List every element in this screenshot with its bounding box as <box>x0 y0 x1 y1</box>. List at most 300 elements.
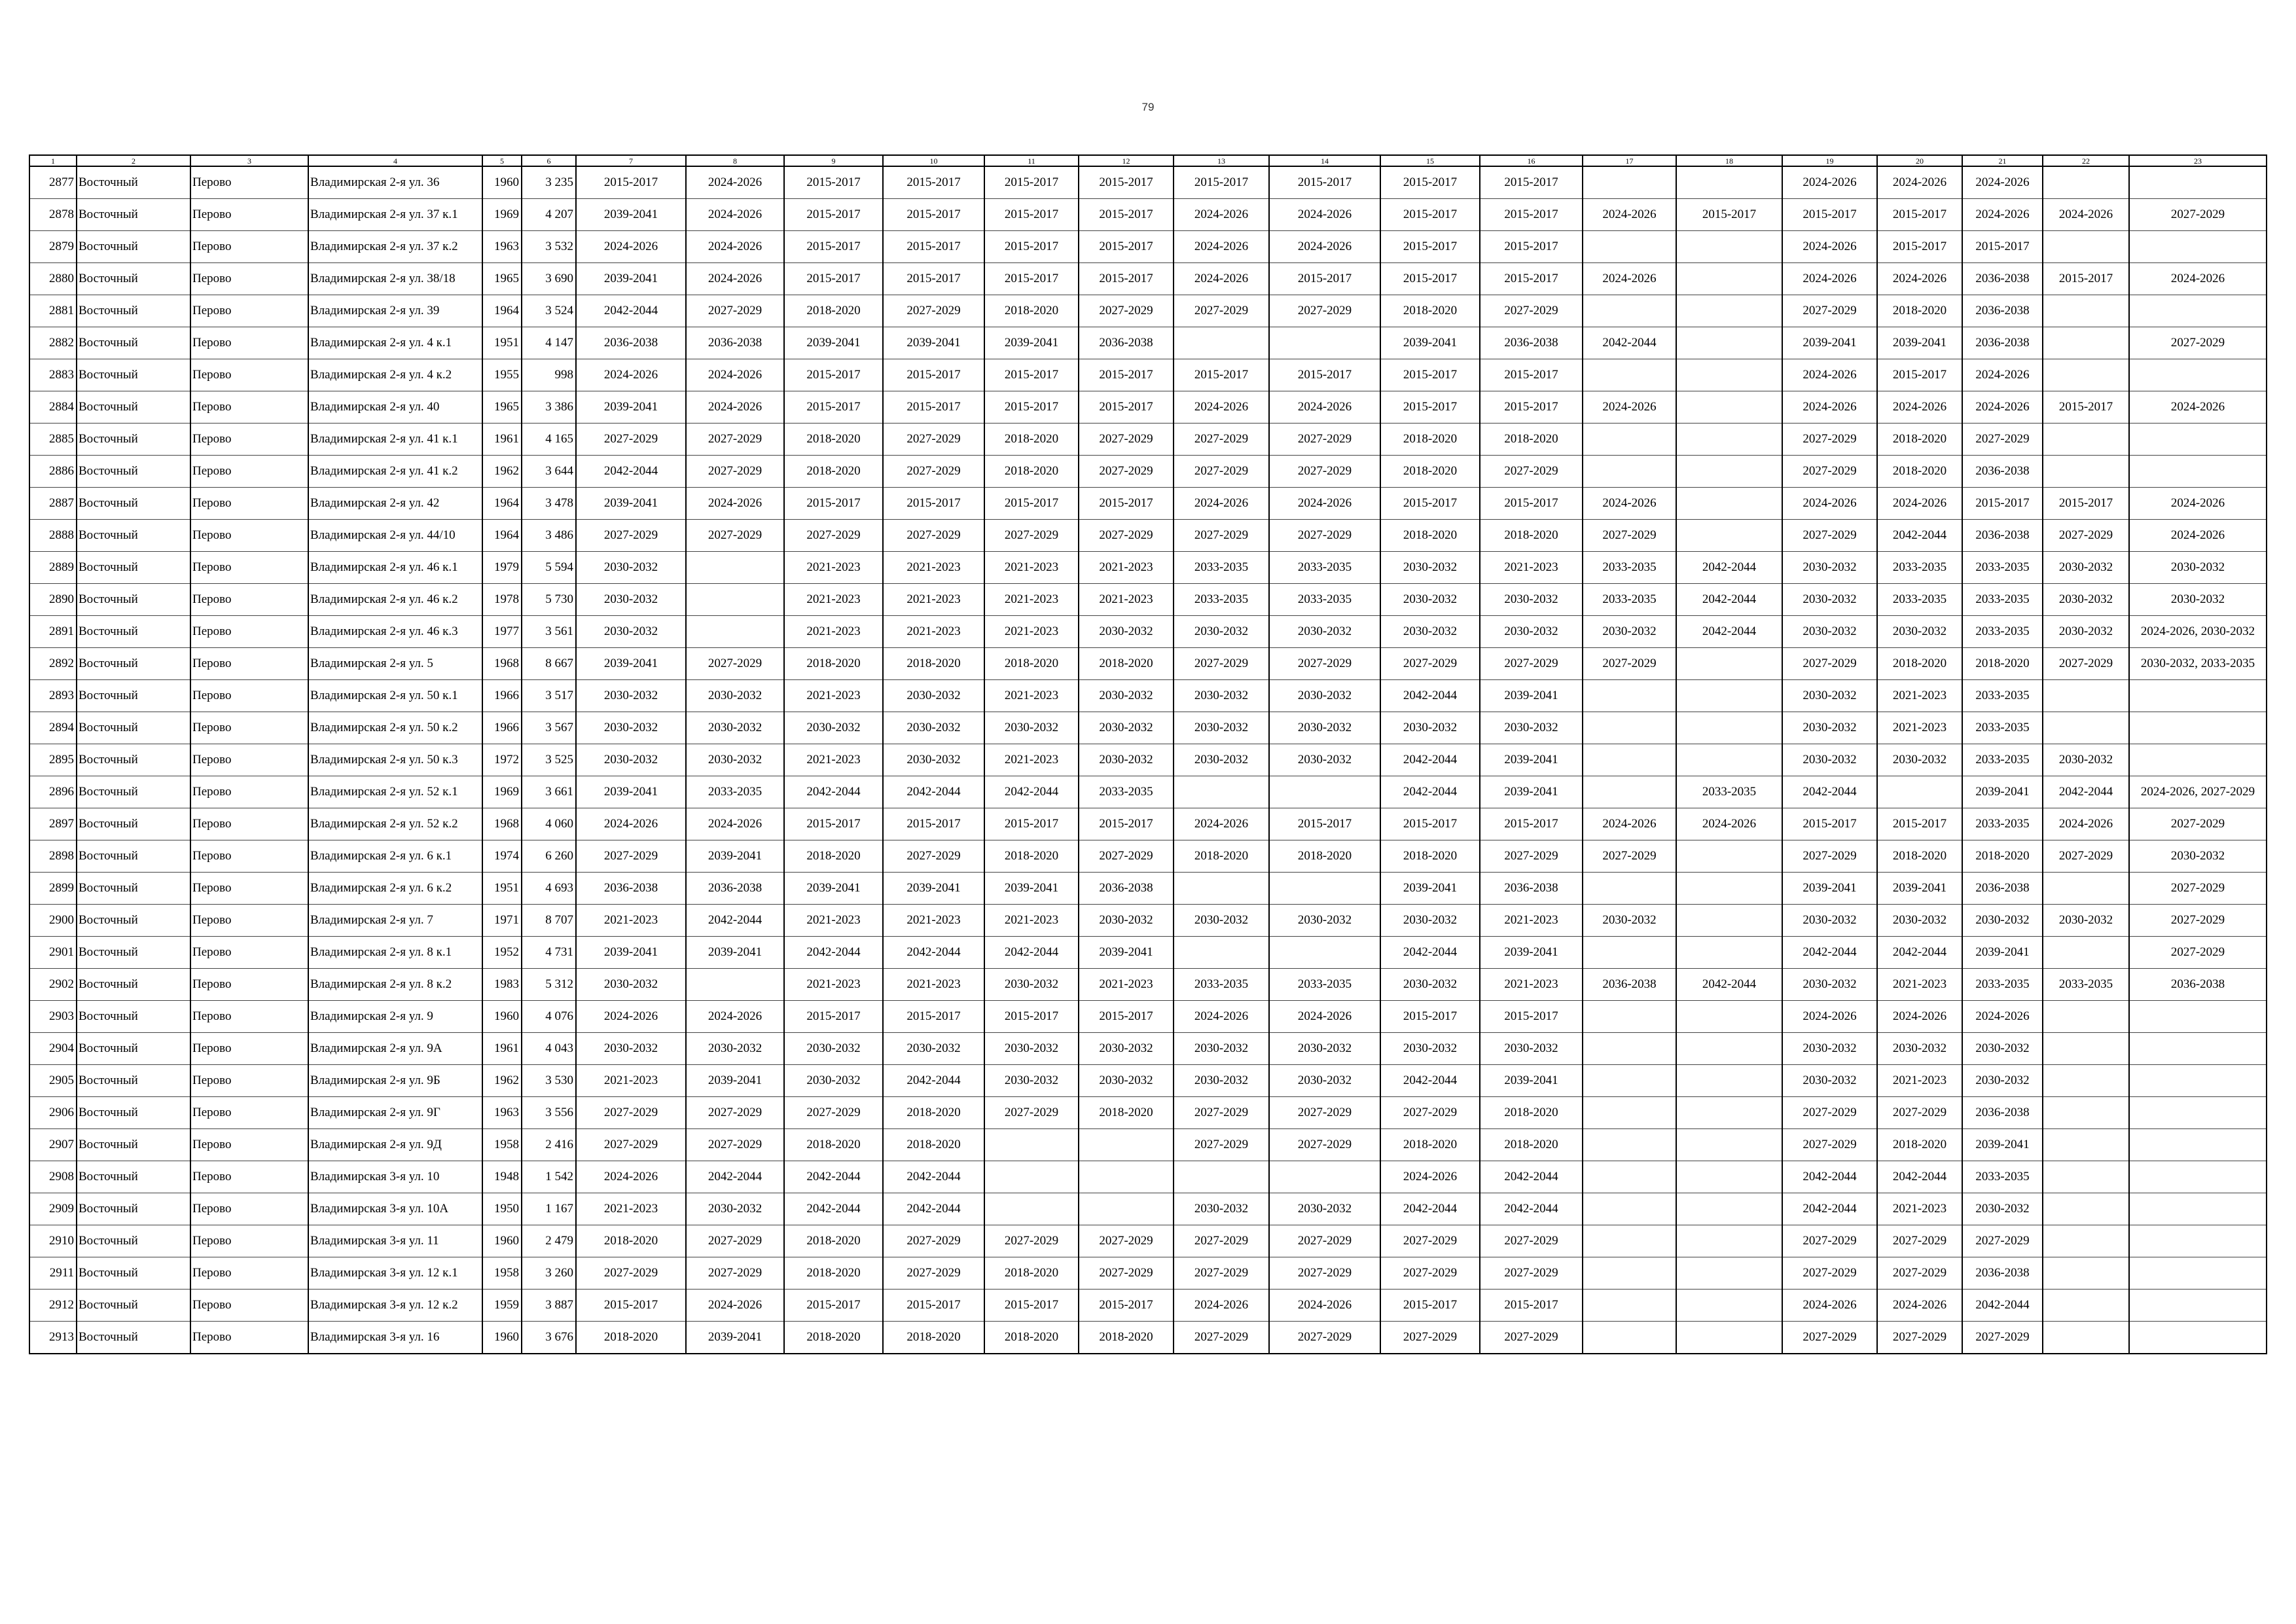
table-cell: 3 690 <box>522 263 576 295</box>
table-cell: 2913 <box>29 1322 77 1354</box>
table-cell: 2033-2035 <box>686 776 784 808</box>
table-cell: 1963 <box>482 231 522 263</box>
table-cell <box>1269 873 1380 905</box>
table-cell: 2030-2032 <box>1877 616 1962 648</box>
table-cell: Восточный <box>77 584 190 616</box>
table-cell: 2030-2032 <box>576 552 686 584</box>
table-row <box>29 263 2267 295</box>
table-cell: 2027-2029 <box>1480 295 1583 327</box>
table-cell: Владимирская 2-я ул. 50 к.3 <box>308 744 482 776</box>
table-cell: 2018-2020 <box>1380 520 1480 552</box>
table-cell: 2015-2017 <box>883 488 984 520</box>
table-cell: 2021-2023 <box>784 584 883 616</box>
table-cell <box>1676 905 1782 937</box>
table-cell: 3 532 <box>522 231 576 263</box>
table-cell <box>1676 1322 1782 1354</box>
table-cell: 2015-2017 <box>1480 1290 1583 1322</box>
table-cell: 2042-2044 <box>883 1161 984 1193</box>
table-cell: Восточный <box>77 231 190 263</box>
table-cell: 2030-2032 <box>984 969 1079 1001</box>
table-cell: 2030-2032 <box>1782 680 1877 712</box>
table-cell: 2030-2032 <box>576 616 686 648</box>
table-cell: Владимирская 2-я ул. 9Б <box>308 1065 482 1097</box>
table-cell: 2018-2020 <box>1877 840 1962 873</box>
table-cell: 2015-2017 <box>1079 199 1174 231</box>
table-cell: 2018-2020 <box>1380 424 1480 456</box>
table-cell: 2888 <box>29 520 77 552</box>
table-cell: 2015-2017 <box>984 199 1079 231</box>
table-cell: 2042-2044 <box>784 1193 883 1225</box>
table-cell: 2015-2017 <box>984 231 1079 263</box>
table-cell: Перово <box>190 1129 308 1161</box>
table-cell: 2021-2023 <box>1079 584 1174 616</box>
table-cell: 2027-2029 <box>2129 873 2267 905</box>
table-cell: 2018-2020 <box>784 424 883 456</box>
table-cell: 2027-2029 <box>2129 199 2267 231</box>
table-cell: 2015-2017 <box>883 391 984 424</box>
table-cell: 2036-2038 <box>1962 873 2043 905</box>
table-cell: 2027-2029 <box>1480 1322 1583 1354</box>
table-cell: 2024-2026 <box>1380 1161 1480 1193</box>
table-cell: Владимирская 2-я ул. 8 к.2 <box>308 969 482 1001</box>
table-cell: 2042-2044 <box>883 937 984 969</box>
table-cell: 2024-2026 <box>576 1161 686 1193</box>
table-cell: 2042-2044 <box>1877 520 1962 552</box>
table-cell: 4 060 <box>522 808 576 840</box>
table-cell: 2030-2032 <box>686 1193 784 1225</box>
table-cell: 2036-2038 <box>1962 295 2043 327</box>
table-cell: 3 235 <box>522 166 576 199</box>
column-header: 15 <box>1380 155 1480 166</box>
table-cell: 2033-2035 <box>1269 552 1380 584</box>
table-cell <box>2129 424 2267 456</box>
table-cell: Владимирская 2-я ул. 46 к.1 <box>308 552 482 584</box>
table-cell: 2015-2017 <box>784 391 883 424</box>
table-cell: 1952 <box>482 937 522 969</box>
table-cell: 2015-2017 <box>1380 1290 1480 1322</box>
table-cell: 2030-2032 <box>1962 1193 2043 1225</box>
table-cell: 2042-2044 <box>1877 937 1962 969</box>
table-cell: 2027-2029 <box>686 1097 784 1129</box>
table-cell: 5 312 <box>522 969 576 1001</box>
table-cell: 2030-2032 <box>1174 1033 1269 1065</box>
table-cell: 2039-2041 <box>686 840 784 873</box>
table-cell: Восточный <box>77 488 190 520</box>
table-cell <box>1676 840 1782 873</box>
table-cell: 2042-2044 <box>883 1193 984 1225</box>
table-cell: 2024-2026 <box>1269 1290 1380 1322</box>
table-cell: Перово <box>190 873 308 905</box>
table-cell: 2021-2023 <box>984 744 1079 776</box>
table-row <box>29 1097 2267 1129</box>
column-header: 4 <box>308 155 482 166</box>
table-cell: 2015-2017 <box>984 1001 1079 1033</box>
table-cell: 2030-2032 <box>984 712 1079 744</box>
table-cell: 2024-2026 <box>686 166 784 199</box>
table-row <box>29 359 2267 391</box>
table-cell: 2908 <box>29 1161 77 1193</box>
table-cell: 2027-2029 <box>1962 424 2043 456</box>
table-cell: 2030-2032 <box>1782 552 1877 584</box>
table-cell: 2021-2023 <box>1877 712 1962 744</box>
table-cell: 2015-2017 <box>1480 488 1583 520</box>
table-cell: 2909 <box>29 1193 77 1225</box>
table-cell: 1979 <box>482 552 522 584</box>
table-cell: 2033-2035 <box>1962 808 2043 840</box>
table-cell: 2027-2029 <box>1079 840 1174 873</box>
table-cell: 2030-2032 <box>1380 552 1480 584</box>
table-cell: Восточный <box>77 937 190 969</box>
table-cell: 2021-2023 <box>883 584 984 616</box>
table-row <box>29 1001 2267 1033</box>
table-cell: 2027-2029 <box>1480 1257 1583 1290</box>
table-cell: 2018-2020 <box>784 295 883 327</box>
table-cell <box>2129 295 2267 327</box>
table-cell: 2024-2026 <box>1782 231 1877 263</box>
table-cell: 2027-2029 <box>686 456 784 488</box>
table-cell <box>1676 295 1782 327</box>
table-cell: 2024-2026 <box>1269 488 1380 520</box>
table-cell: 2024-2026 <box>2129 263 2267 295</box>
table-cell: Владимирская 2-я ул. 42 <box>308 488 482 520</box>
table-cell: 2018-2020 <box>1480 1097 1583 1129</box>
table-cell: 2030-2032 <box>1174 1193 1269 1225</box>
table-cell: 1965 <box>482 391 522 424</box>
table-cell: 2033-2035 <box>1962 552 2043 584</box>
table-cell: 2027-2029 <box>1079 1225 1174 1257</box>
table-cell: Перово <box>190 166 308 199</box>
table-cell: 2024-2026 <box>686 263 784 295</box>
table-cell: Восточный <box>77 873 190 905</box>
table-cell <box>2129 1065 2267 1097</box>
table-cell: 2024-2026 <box>1877 263 1962 295</box>
table-cell: 2039-2041 <box>883 873 984 905</box>
table-cell: 2030-2032 <box>1269 680 1380 712</box>
table-cell: 2015-2017 <box>576 166 686 199</box>
table-cell: 2027-2029 <box>883 295 984 327</box>
table-cell: 2027-2029 <box>576 1129 686 1161</box>
table-cell <box>1676 488 1782 520</box>
table-cell: 2018-2020 <box>984 1257 1079 1290</box>
table-cell: 2018-2020 <box>1380 456 1480 488</box>
table-cell: Перово <box>190 391 308 424</box>
table-row <box>29 905 2267 937</box>
table-cell: 2880 <box>29 263 77 295</box>
table-cell: 2039-2041 <box>1782 327 1877 359</box>
table-cell: 2018-2020 <box>883 1097 984 1129</box>
table-cell: 2024-2026 <box>1877 1001 1962 1033</box>
table-cell <box>1583 776 1676 808</box>
table-cell: Перово <box>190 456 308 488</box>
table-cell <box>1583 1290 1676 1322</box>
table-cell: 2024-2026 <box>1877 488 1962 520</box>
table-cell: 2027-2029 <box>1782 520 1877 552</box>
table-cell: 2015-2017 <box>1079 359 1174 391</box>
table-cell <box>2129 1129 2267 1161</box>
table-cell: 2027-2029 <box>1380 1257 1480 1290</box>
table-cell: 2042-2044 <box>576 295 686 327</box>
table-cell: 2027-2029 <box>1079 456 1174 488</box>
table-cell: Перово <box>190 488 308 520</box>
table-cell: 2033-2035 <box>1962 712 2043 744</box>
table-cell: Владимирская 2-я ул. 52 к.1 <box>308 776 482 808</box>
table-cell: 2039-2041 <box>1480 776 1583 808</box>
table-cell: 2907 <box>29 1129 77 1161</box>
table-cell: 2030-2032 <box>1380 584 1480 616</box>
table-cell: 2021-2023 <box>1079 969 1174 1001</box>
table-cell: 2030-2032 <box>576 680 686 712</box>
table-cell: 2039-2041 <box>1480 937 1583 969</box>
table-cell: 2039-2041 <box>1380 873 1480 905</box>
table-cell: 2018-2020 <box>576 1322 686 1354</box>
table-cell: 2021-2023 <box>784 969 883 1001</box>
table-cell: 2015-2017 <box>1877 231 1962 263</box>
table-cell <box>2043 1097 2129 1129</box>
table-cell: 2024-2026 <box>1962 359 2043 391</box>
table-cell <box>686 552 784 584</box>
table-cell: 2015-2017 <box>984 166 1079 199</box>
table-cell: 3 530 <box>522 1065 576 1097</box>
table-cell <box>1676 937 1782 969</box>
table-cell: 2027-2029 <box>1269 295 1380 327</box>
column-header: 13 <box>1174 155 1269 166</box>
table-cell: Владимирская 2-я ул. 6 к.2 <box>308 873 482 905</box>
table-cell: 2015-2017 <box>1480 391 1583 424</box>
table-row <box>29 327 2267 359</box>
table-cell <box>1676 873 1782 905</box>
table-cell: 2042-2044 <box>1583 327 1676 359</box>
table-cell: 1974 <box>482 840 522 873</box>
table-cell: 2024-2026 <box>686 808 784 840</box>
table-cell: 2042-2044 <box>1380 744 1480 776</box>
table-cell <box>1583 1161 1676 1193</box>
table-cell: 2027-2029 <box>984 1225 1079 1257</box>
table-row <box>29 520 2267 552</box>
table-cell: 2039-2041 <box>1877 327 1962 359</box>
table-cell: 2911 <box>29 1257 77 1290</box>
table-cell: 3 486 <box>522 520 576 552</box>
table-cell: 2027-2029 <box>1782 456 1877 488</box>
table-row <box>29 1322 2267 1354</box>
column-header: 14 <box>1269 155 1380 166</box>
table-cell <box>1079 1193 1174 1225</box>
table-cell: 2033-2035 <box>1962 1161 2043 1193</box>
table-cell: 2027-2029 <box>1782 1322 1877 1354</box>
table-cell: 2027-2029 <box>576 424 686 456</box>
table-row <box>29 456 2267 488</box>
column-header: 7 <box>576 155 686 166</box>
table-cell: 2015-2017 <box>1877 808 1962 840</box>
table-cell: 2027-2029 <box>1380 1097 1480 1129</box>
table-cell: 2030-2032 <box>2129 584 2267 616</box>
table-cell: 1971 <box>482 905 522 937</box>
table-cell: 2033-2035 <box>1962 969 2043 1001</box>
table-cell: 2027-2029 <box>1962 1322 2043 1354</box>
table-cell: 2033-2035 <box>1583 584 1676 616</box>
table-cell <box>2129 712 2267 744</box>
table-cell: 2018-2020 <box>1079 648 1174 680</box>
table-cell: 2892 <box>29 648 77 680</box>
table-cell: Владимирская 2-я ул. 38/18 <box>308 263 482 295</box>
table-cell: Владимирская 3-я ул. 12 к.1 <box>308 1257 482 1290</box>
table-cell: 2030-2032 <box>2043 552 2129 584</box>
column-header: 11 <box>984 155 1079 166</box>
table-cell <box>2129 1193 2267 1225</box>
table-cell: 2027-2029 <box>2129 808 2267 840</box>
table-cell: 2033-2035 <box>1962 744 2043 776</box>
table-cell: 5 730 <box>522 584 576 616</box>
table-cell: 2039-2041 <box>686 1065 784 1097</box>
table-cell: 1951 <box>482 873 522 905</box>
table-cell: 2024-2026, 2027-2029 <box>2129 776 2267 808</box>
table-cell: 2015-2017 <box>984 359 1079 391</box>
table-cell: Восточный <box>77 1225 190 1257</box>
table-cell: 2033-2035 <box>2043 969 2129 1001</box>
table-cell: 2024-2026 <box>1174 199 1269 231</box>
table-cell: Восточный <box>77 199 190 231</box>
table-cell: 2015-2017 <box>1269 359 1380 391</box>
table-cell: 3 561 <box>522 616 576 648</box>
table-cell: 2027-2029 <box>1583 648 1676 680</box>
table-cell: Перово <box>190 1257 308 1290</box>
table-cell: 2015-2017 <box>984 391 1079 424</box>
table-cell: 2018-2020 <box>784 1322 883 1354</box>
table-cell: 1965 <box>482 263 522 295</box>
column-header: 1 <box>29 155 77 166</box>
table-cell: 2033-2035 <box>1877 584 1962 616</box>
table-cell: 2015-2017 <box>1380 263 1480 295</box>
table-cell: 2015-2017 <box>883 263 984 295</box>
table-cell: 2024-2026 <box>576 231 686 263</box>
table-cell: 2015-2017 <box>1877 199 1962 231</box>
table-cell <box>2043 1161 2129 1193</box>
table-cell: 3 525 <box>522 744 576 776</box>
table-cell: Владимирская 2-я ул. 8 к.1 <box>308 937 482 969</box>
table-cell: 2018-2020 <box>1380 295 1480 327</box>
table-cell: 1 167 <box>522 1193 576 1225</box>
table-cell: 2021-2023 <box>1877 1193 1962 1225</box>
table-cell: 4 693 <box>522 873 576 905</box>
table-cell: Владимирская 2-я ул. 46 к.2 <box>308 584 482 616</box>
table-cell: 2030-2032 <box>1962 1065 2043 1097</box>
table-cell: 2027-2029 <box>1269 1097 1380 1129</box>
table-cell: 2891 <box>29 616 77 648</box>
table-cell: Восточный <box>77 295 190 327</box>
table-cell <box>686 584 784 616</box>
table-cell: 2015-2017 <box>1079 166 1174 199</box>
table-cell: 2036-2038 <box>1962 327 2043 359</box>
table-cell: 2042-2044 <box>984 776 1079 808</box>
table-cell: 2042-2044 <box>1676 584 1782 616</box>
table-cell <box>1583 424 1676 456</box>
table-cell: 2033-2035 <box>1676 776 1782 808</box>
table-cell: 2024-2026 <box>1269 199 1380 231</box>
table-cell: 1958 <box>482 1257 522 1290</box>
table-cell: 2 479 <box>522 1225 576 1257</box>
table-cell: 1963 <box>482 1097 522 1129</box>
table-cell: 2 416 <box>522 1129 576 1161</box>
table-cell: 2015-2017 <box>1380 391 1480 424</box>
table-cell: 2030-2032 <box>2129 840 2267 873</box>
table-cell: 2027-2029 <box>2129 905 2267 937</box>
table-cell: 2021-2023 <box>984 616 1079 648</box>
column-header: 12 <box>1079 155 1174 166</box>
table-cell <box>2129 1257 2267 1290</box>
table-cell: 1964 <box>482 520 522 552</box>
table-cell: 2018-2020 <box>1877 295 1962 327</box>
table-row <box>29 488 2267 520</box>
table-cell: Восточный <box>77 456 190 488</box>
table-cell: 2039-2041 <box>784 327 883 359</box>
table-cell: 2027-2029 <box>686 424 784 456</box>
table-cell: 2030-2032 <box>1782 584 1877 616</box>
table-cell: 2021-2023 <box>984 552 1079 584</box>
table-cell: 2881 <box>29 295 77 327</box>
table-cell: 2030-2032 <box>784 1033 883 1065</box>
table-cell <box>1676 1193 1782 1225</box>
table-cell: 2039-2041 <box>576 488 686 520</box>
table-cell: 3 517 <box>522 680 576 712</box>
table-cell <box>2043 1225 2129 1257</box>
table-cell: 3 887 <box>522 1290 576 1322</box>
table-cell: 2910 <box>29 1225 77 1257</box>
table-cell: 2030-2032 <box>686 680 784 712</box>
table-cell: 2030-2032 <box>1782 905 1877 937</box>
table-cell <box>2129 1097 2267 1129</box>
table-cell: 2039-2041 <box>576 263 686 295</box>
table-cell: 2030-2032 <box>1269 744 1380 776</box>
table-cell: 2015-2017 <box>1079 1001 1174 1033</box>
table-cell: 2024-2026 <box>1782 391 1877 424</box>
table-cell: 2042-2044 <box>1782 937 1877 969</box>
table-cell <box>2043 873 2129 905</box>
table-cell: 2030-2032 <box>1079 680 1174 712</box>
table-cell: 2018-2020 <box>883 1322 984 1354</box>
table-cell: 2015-2017 <box>1480 199 1583 231</box>
table-cell: 2039-2041 <box>576 776 686 808</box>
table-cell <box>2043 424 2129 456</box>
table-cell: 2027-2029 <box>1480 456 1583 488</box>
table-cell: 2018-2020 <box>1877 456 1962 488</box>
table-cell: Перово <box>190 1193 308 1225</box>
table-cell: Восточный <box>77 359 190 391</box>
table-cell: 3 567 <box>522 712 576 744</box>
table-cell: 3 478 <box>522 488 576 520</box>
table-cell <box>2129 1033 2267 1065</box>
table-cell: Перово <box>190 1033 308 1065</box>
table-cell <box>1676 1257 1782 1290</box>
table-cell: 2030-2032 <box>1269 1193 1380 1225</box>
table-cell: Перово <box>190 616 308 648</box>
table-cell: Перово <box>190 969 308 1001</box>
table-cell: 2015-2017 <box>1480 263 1583 295</box>
table-cell: 6 260 <box>522 840 576 873</box>
table-cell: 2033-2035 <box>1174 969 1269 1001</box>
table-cell: 2024-2026 <box>1962 391 2043 424</box>
table-cell: 2030-2032 <box>1380 905 1480 937</box>
table-cell: 2030-2032 <box>2129 552 2267 584</box>
table-cell: 2882 <box>29 327 77 359</box>
table-cell: 2030-2032 <box>1079 616 1174 648</box>
table-cell <box>2129 1322 2267 1354</box>
table-row <box>29 776 2267 808</box>
table-cell: 2018-2020 <box>1877 648 1962 680</box>
table-cell: 2018-2020 <box>576 1225 686 1257</box>
column-header: 2 <box>77 155 190 166</box>
table-cell: 2024-2026 <box>1174 808 1269 840</box>
table-cell: 2015-2017 <box>576 1290 686 1322</box>
table-cell <box>1269 776 1380 808</box>
